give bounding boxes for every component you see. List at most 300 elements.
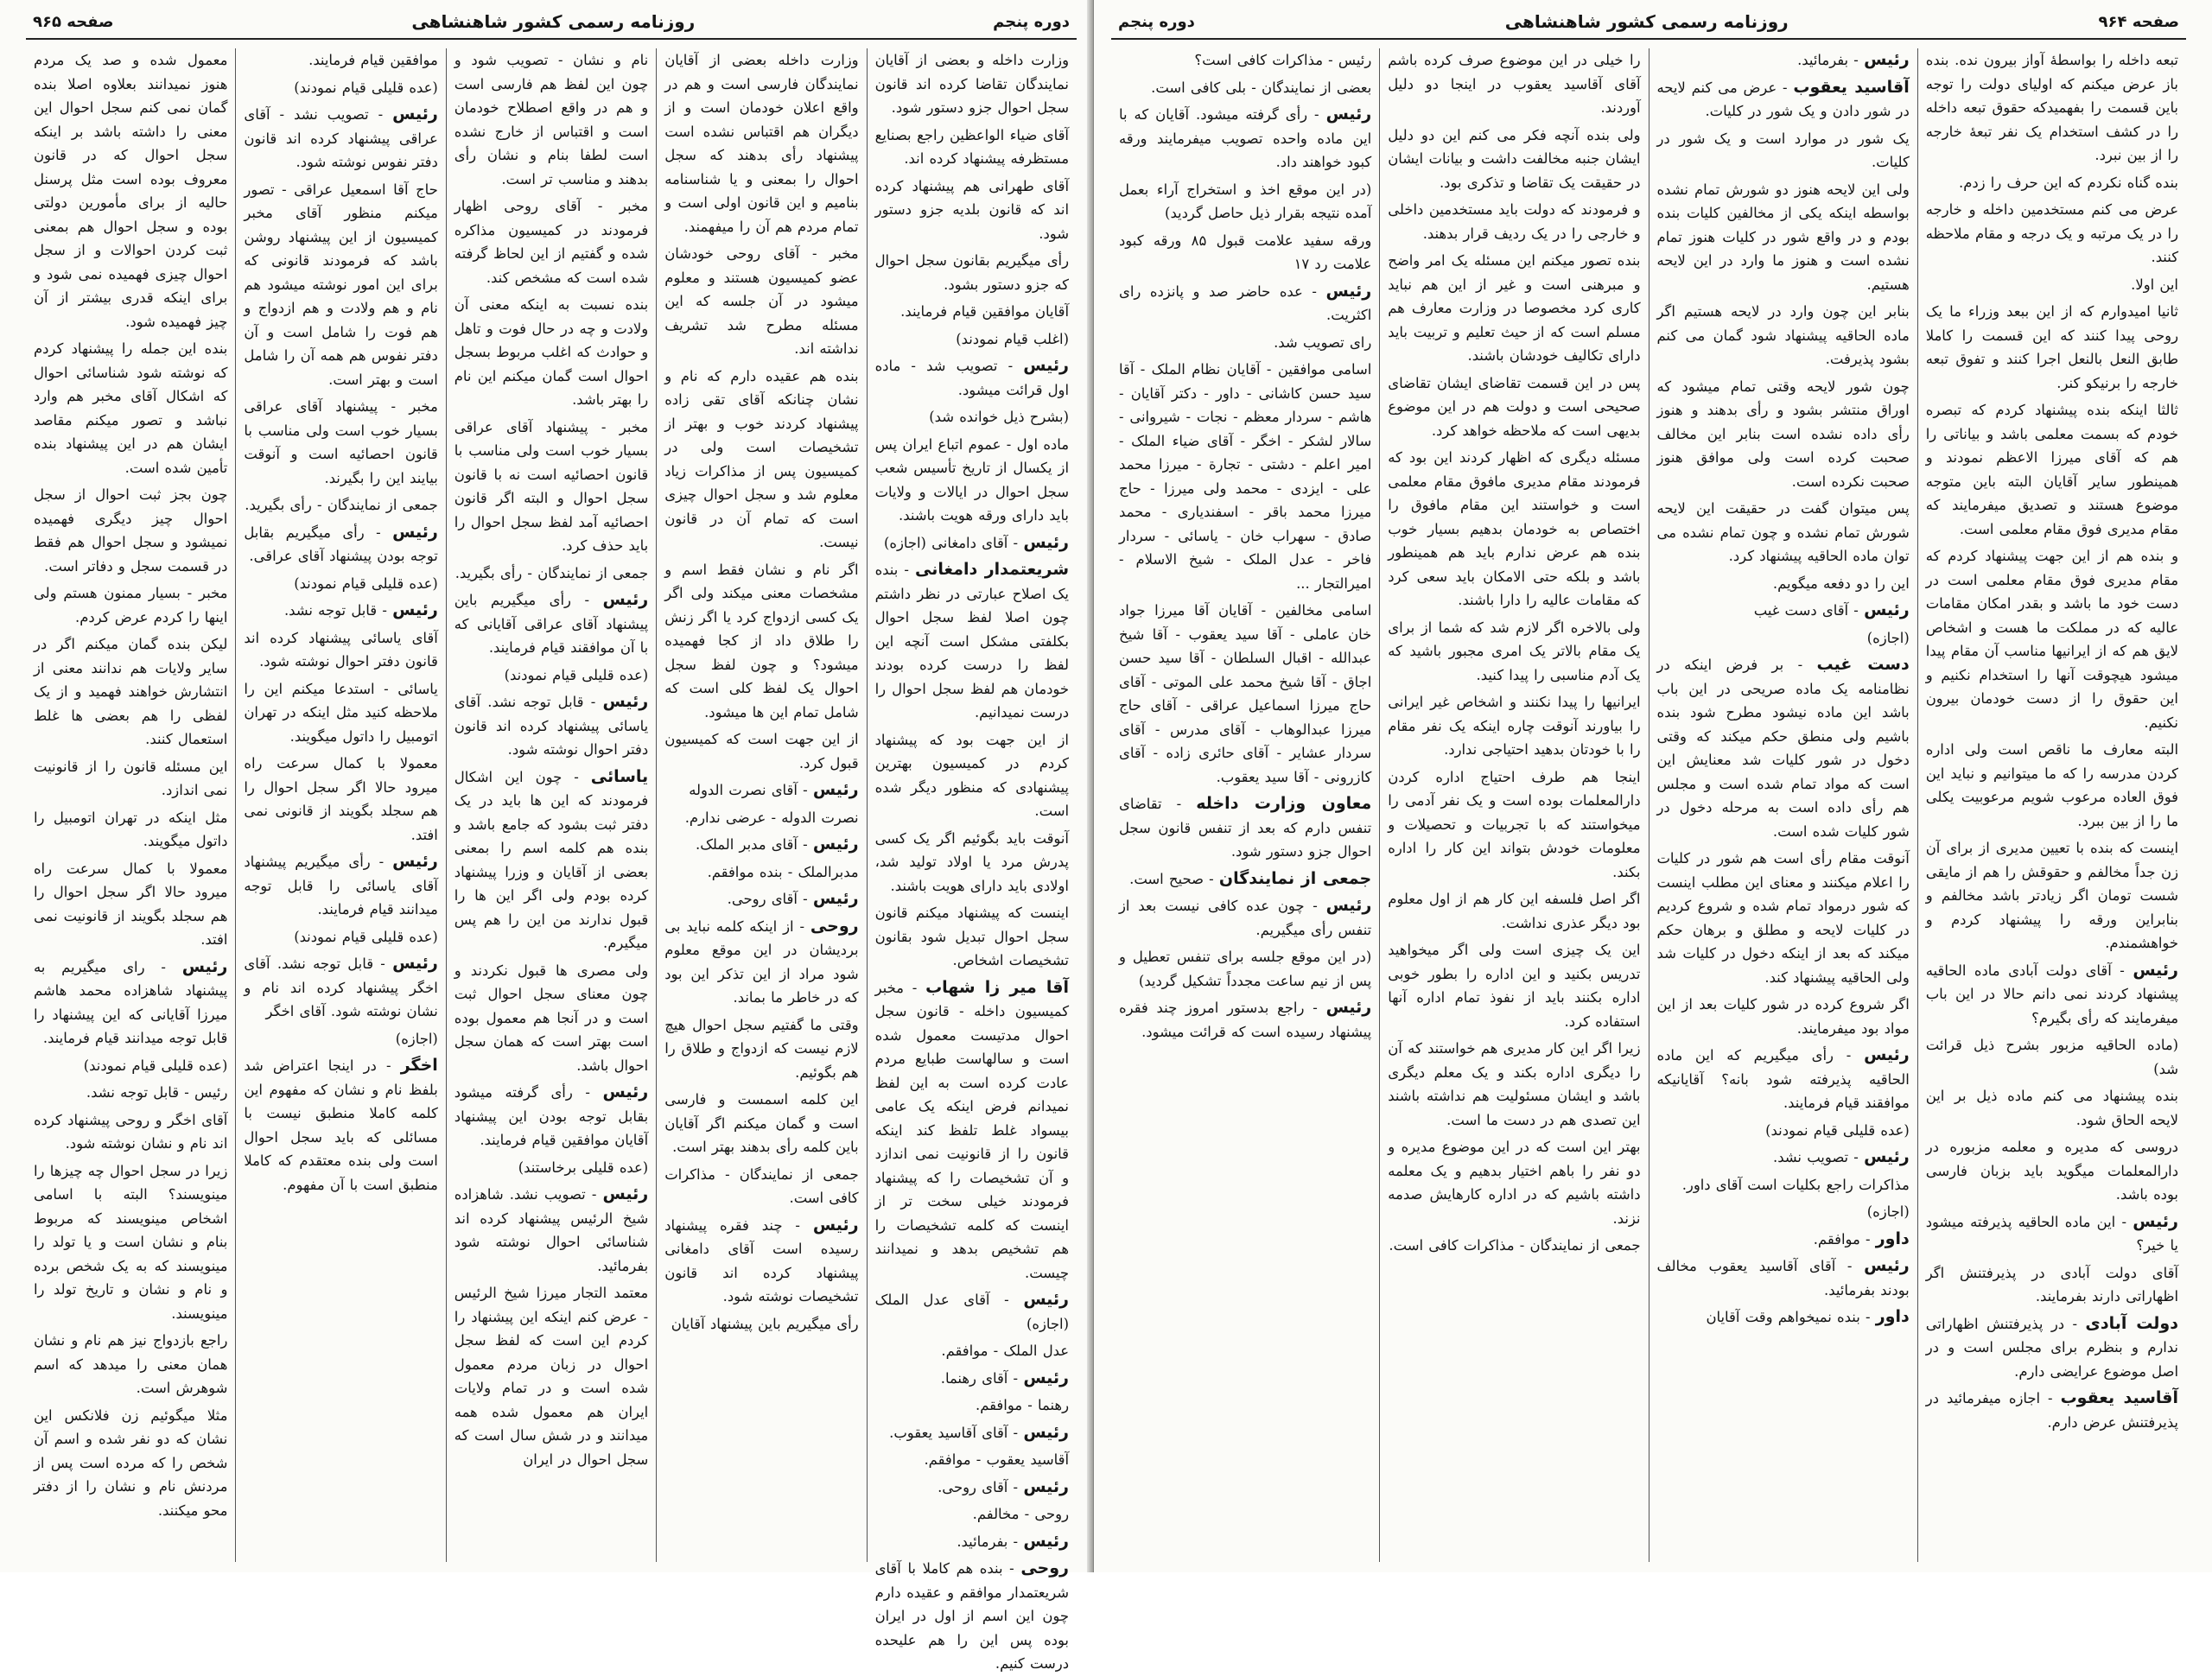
paragraph: [1119, 229, 1371, 276]
paragraph: [244, 925, 437, 949]
speaker-name: آقاسید یعقوب: [1793, 77, 1910, 97]
text-column: [1649, 48, 1917, 1562]
paragraph-text: مخبر - آقای روحی اظهار فرمودند در کمیسیون مذاکره شده و گفتیم از این لحاظ گرفته شده است که مشخص کند.: [454, 198, 649, 286]
paragraph: [875, 433, 1069, 528]
paragraph: [664, 365, 858, 555]
paragraph: روحی - بنده هم کاملا با آقای شریعتمدار موافقم و عقیده دارم چون این اسم از اول در ایران بوده پس این را هم علیحده درست کنیم.: [874, 1559, 1069, 1672]
paragraph: [244, 752, 437, 847]
paragraph: [34, 632, 227, 752]
paragraph: [1657, 178, 1910, 297]
paragraph-text: بنده یک اصلاح عبارتی در نظر داشتم چون اصلا لفظ سجل احوال بکلفتی مشکل است آنچه این لفظ را درست کرده بودند خودمان هم لفظ سجل احوال را درست نمیدانیم.: [874, 562, 1069, 721]
paragraph-text: را خیلی در این موضوع صرف کرده باشم آقای آقاسید یعقوب در اینجا دو دلیل آوردند.: [1388, 52, 1641, 116]
paragraph-text: تصویب شد - ماده اول قرائت میشود.: [874, 358, 1069, 398]
speaker-name: یاسائی: [590, 766, 649, 786]
paragraph-text: مخبر - بسیار ممنون هستم ولی اینها را کردم عرض کردم.: [33, 585, 228, 625]
paragraph-text: (عده قلیلی قیام نمودند): [1765, 1121, 1910, 1139]
paragraph: [1657, 497, 1910, 568]
paragraph: [1119, 599, 1371, 789]
paragraph-text: وزارت داخله بعضی از آقایان نمایندگان فارسی است و هم در واقع اعلان خودمان است و از دیگران هم اقتباس نشده است پیشنهاد رأی بدهند که سجل احوال را بمعنی و یا شناسنامه بنامیم و این قانون اولی است و تمام مردم هم آن را میفهمند.: [664, 52, 859, 235]
paragraph-text: مخبر - پیشنهاد آقای عراقی بسیار خوب است ولی مناسب با قانون احصائیه است نه با قانون سجل احوال و البته اگر قانون احصائیه آمد لفظ سجل احوال را باید حذف کرد.: [454, 418, 649, 554]
right-period: دوره پنجم: [1118, 12, 1195, 31]
paragraph-text: تصویب نشد.: [1772, 1149, 1849, 1165]
paragraph: داور - بنده نمیخواهم وقت آقایان: [1706, 1307, 1910, 1326]
paragraph-text: ایرانیها را پیدا نکنند و اشخاص غیر ایرانی را بیاورند آنوقت چاره اینکه یک نفر مقام را با خودتان بدهید احتیاجی ندارد.: [1388, 694, 1641, 758]
paragraph-text: عرض می کنم لایحه در شور دادن و یک شور در کلیات.: [1656, 79, 1910, 119]
paragraph: رئیس - آقای آقاسید یعقوب.: [889, 1422, 1069, 1442]
paragraph: [1926, 171, 2178, 195]
paragraph: [244, 493, 437, 517]
paragraph-text: ورقه سفید علامت قبول ۸۵ ورقه کبود علامت رد ۱۷: [1119, 232, 1372, 272]
paragraph-text: رأی میگیریم بقابل توجه بودن پیشنهاد آقای عراقی.: [244, 524, 438, 564]
paragraph-text: وقتی ما گفتیم سجل احوال هیچ لازم نیست که ازدواج و طلاق را هم بگوئیم.: [664, 1016, 859, 1081]
paragraph: [1119, 48, 1371, 73]
paragraph-text: و بنده هم از این جهت پیشنهاد کردم که مقام مدیری فوق مقام معلمی است در دست خود ما باشد و بقدر امکان مقامات عالیه که در مملکت ما هست و اشخاص لایق هم که از ایرانیها مناسب آن مقام پیدا میشود هیچوقت آنها را استخدام نکنیم و این حقوق را از دست خودمان بیرون نکنیم.: [1925, 548, 2178, 731]
paragraph-text: حاج آقا اسمعیل عراقی - تصور میکنم منظور آقای مخبر کمیسیون از این پیشنهاد روشن باشد که فرمودند قانونی که برای این امور نوشته میشود هم نام و هم ولادت و هم ازدواج و هم فوت را شامل است و آن دفتر نفوس هم همه آن را شامل است و بهتر است.: [244, 181, 438, 388]
paragraph: [875, 1502, 1069, 1527]
paragraph: رئیس - قابل توجه نشد.: [283, 600, 438, 619]
paragraph: [1388, 124, 1640, 195]
paragraph: رئیس - تصویب نشد. شاهزاده شیخ الرئیس پیشنهاد کرده اند شناسائی احوال نوشته شود بفرمائید.: [454, 1184, 649, 1274]
paragraph-text: (در این موقع اخذ و استخراج آراء بعمل آمده نتیجه بقرار ذیل حاصل گردید): [1119, 181, 1372, 221]
paragraph: [34, 1404, 227, 1523]
speaker-name: رئیس: [1023, 1476, 1069, 1496]
speaker-name: رئیس: [1864, 50, 1910, 69]
paragraph-text: (عده قلیلی قیام نمودند): [504, 666, 649, 683]
paragraph-text: از اینکه کلمه نباید بی بردیشان در این موقع معلوم شود مراد از این تذکر این بود که در خاطر ما بماند.: [664, 917, 859, 1006]
paragraph-text: (اجازه): [1866, 1203, 1910, 1220]
speaker-name: آقاسید یعقوب: [2060, 1388, 2178, 1407]
paragraph: [1926, 836, 2178, 955]
text-column: [656, 48, 866, 1562]
speaker-name: رئیس: [392, 105, 438, 124]
paragraph-text: ولی این لایحه هنوز دو شورش تمام نشده بواسطه اینکه یکی از مخالفین کلیات بنده بودم و در واقع شور در کلیات هنوز تمام نشده است و هنوز ما وارد در این لایحه هستیم.: [1656, 181, 1910, 293]
paragraph-text: (عده قلیلی قیام نمودند): [294, 575, 438, 592]
paragraph-text: جمعی از نمایندگان - مذاکرات کافی است.: [664, 1165, 859, 1206]
paragraph: [1388, 249, 1640, 368]
paragraph: رئیس - تصویب نشد.: [1772, 1147, 1910, 1166]
paragraph-text: آقاسید یعقوب - موافقم.: [924, 1451, 1069, 1468]
paragraph: رئیس - آقای روحی.: [938, 1476, 1069, 1496]
paragraph: [34, 806, 227, 854]
paragraph-text: ماده اول - عموم اتباع ایران پس از یکسال از تاریخ تأسیس شعب سجل احوال در ایالات و ولایات باید دارای ورقه هویت باشند.: [874, 435, 1069, 524]
paragraph: رئیس - بفرمائید.: [957, 1531, 1069, 1551]
paragraph-text: چند فقره پیشنهاد رسیده است آقای دامغانی پیشنهاد کرده اند قانون تشخیصات نوشته شود.: [664, 1216, 859, 1305]
paragraph-text: معمولا با کمال سرعت راه میرود حالا اگر سجل احوال را هم سجلد بگویند از قانونی نمی افتد.: [244, 755, 438, 843]
paragraph-text: آنوقت مقام رأی است هم شور در کلیات را اعلام میکنند و معنای این مطلب اینست که شور درمواد تمام شده و شروع کردیم در کلیات لایحه و مطلق و برهان حکم میکند که بعد از اینکه دخول در کلیات شد ولی الحاقیه پیشنهاد کند.: [1656, 850, 1910, 986]
paragraph: رئیس - رأی میگیریم پیشنهاد آقای یاسائی را قابل توجه میدانند قیام فرمایند.: [244, 852, 438, 917]
paragraph-text: بفرمائید.: [1797, 52, 1849, 68]
paragraph-text: روحی - مخالفم.: [972, 1506, 1069, 1522]
text-column: [235, 48, 445, 1562]
paragraph: [1388, 446, 1640, 613]
paragraph: رئیس - این ماده الحاقیه پذیرفته میشود یا خیر؟: [1925, 1211, 2178, 1254]
paragraph: [664, 860, 858, 885]
paragraph-text: قابل توجه نشد. آقای اخگر پیشنهاد کرده اند نام و نشان نوشته شود. آقای اخگر: [244, 955, 438, 1019]
paragraph: [664, 558, 858, 725]
paragraph: رئیس - آقای آقاسید یعقوب مخالف بودند بفرمائید.: [1656, 1256, 1910, 1298]
paragraph: [1657, 1200, 1910, 1224]
left-period: دوره پنجم: [993, 12, 1070, 31]
speaker-name: داور: [1875, 1307, 1910, 1326]
paragraph-text: این را دو دفعه میگویم.: [1772, 575, 1910, 592]
paragraph: رئیس - آقای دولت آبادی ماده الحاقیه پیشنهاد کردند نمی دانم حالا در این باب میفرمایند که رأی بگیرم؟: [1925, 960, 2178, 1026]
paragraph: [34, 483, 227, 578]
paragraph: [1926, 48, 2178, 168]
paragraph: [1657, 1173, 1910, 1197]
paragraph: رئیس - بفرمائید.: [1797, 50, 1910, 69]
paragraph-text: تصویب نشد - آقای عراقی پیشنهاد کرده اند قانون دفتر نفوس نوشته شود.: [244, 106, 438, 170]
paragraph: [1657, 572, 1910, 596]
paragraph-text: مسئله دیگری که اظهار کردند این بود که فرمودند مقام مدیری مافوق مقام معلمی است و خواستند این مقام مافوق را اختصاص به خودمان بدهیم بسیار خوب بنده هم عرض ندارم باید هم همینطور باشد و بلکه حتی الامکان باید سعی کرد که مقامات عالیه را دارا باشند.: [1388, 449, 1641, 608]
paragraph: [875, 249, 1069, 296]
paragraph-text: رأی میگیریم پیشنهاد آقای یاسائی را قابل توجه میدانند قیام فرمایند.: [244, 854, 438, 917]
paragraph: [34, 1159, 227, 1326]
paragraph: [875, 175, 1069, 246]
paragraph-text: ثانیا امیدوارم که از این ببعد وزراء ما یک روحی پیدا کنند که این قسمت را کاملا طابق النعل بالنعل اجرا کنند و تفوق تبعه خارجه را برنیکو کنر.: [1925, 303, 2178, 391]
paragraph: رئیس - قابل توجه نشد. آقای یاسائی پیشنهاد کرده اند قانون دفتر احوال نوشته شود.: [454, 692, 649, 758]
paragraph-text: جمعی از نمایندگان - رأی بگیرید.: [245, 497, 438, 513]
speaker-name: رئیس: [1864, 1147, 1910, 1166]
paragraph: رئیس - آقای دست غیب: [1753, 600, 1910, 619]
speaker-name: رئیس: [1023, 1368, 1069, 1387]
paragraph: رئیس - آقای عدل الملک (اجازه): [874, 1290, 1069, 1332]
paragraph: اخگر - در اینجا اعتراض شد بلفظ نام و نشان که مفهوم این کلمه کاملا منطبق نیست با مسائلی که باید سجل احوال است ولی بنده معتقدم که کاملا منطبق است با آن مفهوم.: [244, 1056, 438, 1193]
paragraph: رئیس - رأی میگیریم باین پیشنهاد آقای عراقی آقایانی که با آن موافقند قیام فرمایند.: [454, 590, 649, 656]
paragraph: [1926, 300, 2178, 395]
paragraph: رئیس - آقای روحی.: [727, 889, 859, 908]
paragraph-text: (ماده الحاقیه مزبور بشرح ذیل قرائت شد): [1925, 1037, 2178, 1077]
paragraph-text: عده حاضر صد و پانزده رای اکثریت.: [1119, 283, 1372, 323]
paragraph: رئیس - رأی گرفته میشود. آقایان که با این ماده واحده تصویب میفرمایند ورقه کبود خواهند داد.: [1119, 105, 1372, 170]
paragraph: [1388, 690, 1640, 762]
paragraph: [1926, 1261, 2178, 1309]
paragraph-text: و فرمودند که دولت باید مستخدمین داخلی و خارجی را در یک ردیف قرار بدهند.: [1388, 201, 1641, 242]
paragraph-text: اگر نام و نشان فقط اسم و مشخصات معنی میکند ولی اگر یک کسی ازدواج کرد یا اگر زنش را طلاق داد از کجا فهمیده میشود؟ و چون لفظ سجل احوال یک لفظ کلی است که شامل تمام این ها میشود.: [664, 561, 859, 721]
paragraph-text: زیرا در سجل احوال چه چیزها را مینویسند؟ البته با اسامی اشخاص مینویسند که مربوط بنام و نشان است و یا تولد را مینویسند که به یک شخص برده و نام و نشان و تاریخ تولد را مینویسند.: [33, 1162, 228, 1322]
paragraph-text: عرض می کنم مستخدمین داخله و خارجه را در یک مرتبه و یک درجه و مقام ملاحظه کنند.: [1925, 201, 2178, 265]
paragraph-text: آقای یاسائی پیشنهاد کرده اند قانون دفتر احوال نوشته شود.: [244, 629, 438, 670]
paragraph: رئیس - آقای نصرت الدوله: [689, 780, 859, 799]
paragraph-text: ولی مصری ها قبول نکردند و چون معنای سجل احوال ثبت است و در آنجا هم معمول بوده است بهتر است که همان سجل احوال باشد.: [454, 962, 649, 1074]
paragraph-text: قابل توجه نشد. آقای یاسائی پیشنهاد کرده اند قانون دفتر احوال نوشته شود.: [454, 694, 649, 758]
paragraph: [1657, 375, 1910, 494]
paragraph: [875, 827, 1069, 898]
paragraph: رئیس - عده حاضر صد و پانزده رای اکثریت.: [1119, 281, 1372, 323]
paragraph-text: صحیح است.: [1129, 870, 1204, 887]
paragraph: [1119, 331, 1371, 355]
paragraph-text: رأی میگیریم باین پیشنهاد آقای عراقی آقایانی که با آن موافقند قیام فرمایند.: [454, 592, 649, 656]
paragraph-text: بفرمائید.: [957, 1533, 1008, 1550]
paragraph-text: معمول شده و صد یک مردم هنوز نمیدانند بعلاوه اصلا بنده گمان نمی کنم سجل احوال این معنی را داشته باشد بر اینکه سجل احوال که در قانون معروف بوده است مثل پرسنل حالیه از برای مأمورین دولتی بوده و سجل احوال هم بمعنی ثبت کردن احوالات و از سجل احوال چیزی فهمیده نمی شود و برای اینکه قدری بیشتر از آن چیز فهمیده شود.: [33, 52, 228, 330]
paragraph-text: راجع بدستور امروز چند فقره پیشنهاد رسیده است که قرائت میشود.: [1119, 1000, 1372, 1040]
speaker-name: معاون وزارت داخله: [1196, 794, 1372, 813]
speaker-name: رئیس: [602, 590, 649, 609]
speaker-name: جمعی از نمایندگان: [1218, 868, 1372, 888]
paragraph: رئیس - قابل توجه نشد. آقای اخگر پیشنهاد کرده اند نام و نشان نوشته شود. آقای اخگر: [244, 954, 438, 1019]
paragraph-text: این اولا.: [2131, 276, 2178, 293]
paragraph: [244, 395, 437, 490]
paragraph: [454, 1156, 648, 1180]
paragraph: [1657, 993, 1910, 1040]
paragraph: دست غیب - بر فرض اینکه در نظامنامه یک ماده صریحی در این باب باشد این ماده نیشود مطرح شود بنده باشیم ولی منطق حکم میکند که وقتی دخول در شور کلیات شد معنایش این است که مواد تمام شده است و مجلس هم رأی داده است به مرحله دخول در شور کلیات شده است.: [1656, 655, 1910, 840]
paragraph: [34, 581, 227, 629]
paragraph-text: تبعه داخله را بواسطهٔ آواز بیرون نده. بنده باز عرض میکنم که اولیای دولت را توجه باین قسمت را بفهمیدکه حقوق تبعه داخله را در کشف استخدام یک نفر تبعهٔ خارجه را از بین نبرد.: [1925, 52, 2178, 163]
paragraph-text: اجازه میفرمائید در پذیرفتنش عرض دارم.: [1925, 1390, 2178, 1431]
paragraph-text: جمعی از نمایندگان - مذاکرات کافی است.: [1389, 1237, 1641, 1254]
speaker-name: رئیس: [602, 692, 649, 711]
paragraph-text: ثالثا اینکه بنده پیشنهاد کردم که تبصره خودم که بسمت معلمی باشد و بیاناتی را هم که آقای میرزا الاعظم نمودند و همینطور سایر آقایان البته باین متوجه موضوع هستند و تصدیق میفرمایند که مقام مدیری فوق مقام معلمی است.: [1925, 402, 2178, 537]
paragraph: [875, 124, 1069, 171]
right-gazette-title: روزنامه رسمی کشور شاهنشاهی: [1504, 11, 1789, 32]
paragraph-text: رأی میگیریم که این ماده الحاقیه پذیرفته شود بانه؟ آقایانیکه موافقند قیام فرمایند.: [1656, 1047, 1910, 1111]
paragraph: [244, 178, 437, 392]
paragraph: [244, 76, 437, 100]
speaker-name: رئیس: [812, 780, 859, 799]
speaker-name: رئیس: [1325, 896, 1372, 915]
left-gazette-title: روزنامه رسمی کشور شاهنشاهی: [411, 11, 696, 32]
paragraph-text: بنده پیشنهاد می کنم ماده ذیل بر این لایحه الحاق شود.: [1925, 1088, 2178, 1128]
paragraph-text: بنابر این چون وارد در لایحه هستیم اگر ماده الحاقیه پیشنهاد شود گمان می کنم بشود پذیرفت.: [1656, 303, 1910, 367]
paragraph: [34, 857, 227, 952]
paragraph: [1388, 1037, 1640, 1132]
speaker-name: رئیس: [812, 1215, 859, 1235]
left-columns: [26, 48, 1077, 1672]
speaker-name: شریعتمدار دامغانی: [915, 560, 1070, 579]
paragraph-text: (عده قلیلی برخاستند): [518, 1159, 649, 1176]
paragraph: [34, 1329, 227, 1400]
paragraph-text: مثل اینکه در تهران اتومبیل را داتول میگویند.: [33, 809, 228, 849]
paragraph: [1926, 398, 2178, 541]
paragraph: رئیس - راجع بدستور امروز چند فقره پیشنهاد رسیده است که قرائت میشود.: [1119, 998, 1372, 1040]
paragraph-text: آقای دولت آبادی در پذیرفتنش اگر اظهاراتی دارند بفرمایند.: [1925, 1264, 2178, 1305]
paragraph: [1657, 1119, 1910, 1143]
paragraph-text: زیرا اگر این کار مدیری هم خواستند که آن را دیگری اداره بکند و یک معلم دیگری باشد و ایشان مسئولیت هم نداشته باشند این تصدی هم در دست ما است.: [1388, 1040, 1641, 1128]
right-page-number: صفحه ۹۶۴: [2098, 12, 2179, 31]
paragraph-text: مخبر کمیسیون داخله - قانون سجل احوال مدتیست معمول شده است و سالهاست طبایع مردم عادت کرده است به این لفظ نمیدانم فرض اینکه یک عامی بیسواد غلط تلفظ کند اینکه قانون را از قانونیت نمی اندازد و آن تشخیصات را که پیشنهاد فرمودند خیلی سخت تر از اینست که کلمه تشخیصات را هم تشخیص بدهد و نمیدانند چیست.: [874, 979, 1069, 1281]
paragraph-text: اسامی مخالفین - آقایان آقا میرزا جواد خان عاملی - آقا سید یعقوب - آقا شیخ عبدالله - اقبال السلطان - آقا سید حسن اجاق - آقا شیخ محمد علی الموتی - آقای حاج میرزا اسماعیل عراقی - آقای حاج میرزا عبدالوهاب - آقای مدرس - آقای سردار عشایر - آقای حائری زاده - آقای کازرونی - آقا سید یعقوب.: [1119, 602, 1372, 785]
speaker-name: داور: [1875, 1228, 1910, 1248]
paragraph-text: آقای نصرت الدوله: [689, 782, 798, 798]
paragraph: [1388, 1135, 1640, 1230]
paragraph-text: از این جهت است که کمیسیون قبول کرد.: [664, 731, 859, 771]
paragraph: [1657, 127, 1910, 175]
speaker-name: رئیس: [602, 1184, 649, 1203]
paragraph: [664, 1013, 858, 1085]
paragraph: [34, 1054, 227, 1078]
paragraph: [664, 48, 858, 238]
speaker-name: روحی: [810, 916, 859, 936]
paragraph: [34, 1081, 227, 1105]
paragraph-text: اینست که پیشنهاد میکنم قانون سجل احوال تبدیل شود بقانون تشخیصات اشخاص.: [874, 905, 1069, 968]
paragraph-text: مدبرالملک - بنده موافقم.: [707, 863, 859, 880]
speaker-name: رئیس: [392, 600, 438, 619]
paragraph: معاون وزارت داخله - تقاضای تنفس دارم که بعد از تنفس قانون سجل احوال جزو دستور شود.: [1119, 794, 1372, 860]
paragraph: [875, 901, 1069, 973]
paragraph-text: موافقم.: [1813, 1230, 1860, 1247]
paragraph-text: آقای رهنما.: [940, 1369, 1008, 1387]
paragraph-text: چون بجز ثبت احوال از سجل احوال چیز دیگری فهمیده نمیشود و سجل احوال هم فقط در قسمت سجل و دفاتر است.: [33, 486, 228, 575]
paragraph-text: اینست که بنده با تعیین مدیری از برای آن زن جداً مخالفم و حقوقش را هم از مایقی شست تومان اگر زیادتر باشد مخالفم و بنابراین ورقه را پیشنهاد کردم و خواهشمندم.: [1925, 840, 2178, 951]
paragraph-text: آقای طهرانی هم پیشنهاد کرده اند که قانون بلدیه جزو دستور شود.: [874, 177, 1069, 242]
paragraph-text: (اجازه): [1866, 629, 1910, 646]
paragraph-text: اینجا هم طرف احتیاج اداره کردن دارالمعلمات بوده است و یک نفر آدمی را میخواستند که با تجربیات و تحصیلات و معلومات خودش بتواند این کار را اداره بکند.: [1388, 768, 1641, 880]
paragraph-text: بنده تصور میکنم این مسئله یک امر واضح و مبرهنی است و غیر از این هم نباید کاری کرد مخصوصا در وزارت معارف هم مسلم است که از حیث تعلیم و تربیت باید دارای تکالیف خودشان باشند.: [1388, 252, 1641, 364]
paragraph-text: پس میتوان گفت در حقیقت این لایحه شورش تمام نشده و چون تمام نشده می توان ماده الحاقیه پیشنهاد کرد.: [1656, 500, 1910, 564]
speaker-name: رئیس: [181, 956, 228, 976]
paragraph: [244, 677, 437, 749]
paragraph-text: نام و نشان - تصویب شود و چون این لفظ هم فارسی است و هم در واقع اصطلاح خودمان است و اقتباس از خارج نشده است لطفا بنام و نشان رأی بدهند و مناسب تر است.: [454, 52, 649, 187]
paragraph: [1926, 1033, 2178, 1081]
paragraph-text: بنده این جمله را پیشنهاد کردم که نوشته شود شناسائی احوال که اشکال آقای مخبر هم وارد نباشد و تصور میکنم مقاصد ایشان هم در این پیشنهاد بنده تأمین شده است.: [33, 340, 228, 476]
speaker-name: رئیس: [1325, 281, 1372, 301]
paragraph: [454, 194, 648, 289]
paragraph-text: رأی گرفته میشود. آقایان که با این ماده واحده تصویب میفرمایند ورقه کبود خواهند داد.: [1119, 106, 1372, 170]
paragraph-text: مخبر - آقای روحی خودشان عضو کمیسیون هستند و معلوم میشود در آن جلسه که این مسئله مطرح شد تشریف نداشته اند.: [664, 245, 859, 357]
paragraph: [454, 416, 648, 558]
paragraph-text: بنده هم عقیده دارم که نام و نشان چنانکه آقای تقی زاده پیشنهاد کردند خوب و بهتر از تشخیصات است ولی در کمیسیون پس از مذاکرات زیاد معلوم شد و سجل احوال چیزی است که تمام آن در قانون نیست.: [664, 367, 859, 550]
paragraph-text: یاسائی - استدعا میکنم این را ملاحظه کنید مثل اینکه در تهران اتومبیل را داتول میگویند.: [244, 680, 438, 745]
speaker-name: رئیس: [1023, 1290, 1069, 1309]
paragraph: رئیس - آقای رهنما.: [940, 1368, 1069, 1387]
paragraph-text: رئیس - قابل توجه نشد.: [86, 1084, 228, 1101]
paragraph: [454, 1281, 648, 1471]
paragraph-text: چون عده کافی نیست بعد از تنفس رأی میگیریم.: [1119, 898, 1372, 938]
speaker-name: رئیس: [2133, 1211, 2178, 1231]
paragraph-text: (اغلب قیام نمودند): [956, 330, 1069, 347]
paragraph-text: البته معارف ما ناقص است ولی اداره کردن مدرسه را که ما میتوانیم و نباید این فوق العاده مرعوب شویم مرعوبیت یکلی ما را از بین ببرد.: [1925, 741, 2178, 829]
paragraph: داور - موافقم.: [1813, 1228, 1910, 1248]
paragraph-text: معتمد التجار میرزا شیخ الرئیس - عرض کنم اینکه این پیشنهاد را کردم این است که لفظ سجل احوال در زبان مردم معمول شده است و در تمام ولایات ایران هم معمول شده همه میدانند و در شش سال است که سجل احوال در ایران: [454, 1285, 649, 1468]
paragraph: [664, 242, 858, 361]
paragraph: جمعی از نمایندگان - صحیح است.: [1129, 868, 1372, 888]
paragraph-text: اگر شروع کرده در شور کلیات بعد از این مواد بود میفرمایند.: [1656, 996, 1910, 1037]
paragraph-text: عدل الملک - موافقم.: [941, 1343, 1069, 1359]
speaker-name: رئیس: [392, 954, 438, 973]
paragraph: [875, 48, 1069, 120]
paragraph-text: بر فرض اینکه در نظامنامه یک ماده صریحی در این باب باشد این ماده نیشود مطرح شود بنده باشیم ولی منطق حکم میکند که وقتی دخول در شور کلیات شد معنایش این است که مواد تمام شده است و مجلس هم رأی داده است به مرحله دخول در شور کلیات شده است.: [1656, 657, 1910, 840]
paragraph: [1388, 198, 1640, 245]
speaker-name: رئیس: [2133, 960, 2178, 980]
paragraph-text: آقایان موافقین قیام فرمایند.: [900, 303, 1069, 320]
paragraph: [454, 959, 648, 1078]
paragraph: [454, 48, 648, 191]
paragraph-text: از این جهت بود که پیشنهاد کردم در کمیسیون بهترین پیشنهادی که منظور دیگر شده است.: [874, 731, 1069, 819]
paragraph-text: این یک چیزی است ولی اگر میخواهید تدریس بکنید و این اداره را بطور خوبی اداره بکنند باید از نفوذ تمام اداره آنها استفاده کرد.: [1388, 942, 1641, 1030]
paragraph-text: بنده هم کاملا با آقای شریعتمدار موافقم و عقیده دارم چون این اسم از اول در ایران بوده پس این را هم علیحده درست کنیم.: [874, 1560, 1069, 1672]
paragraph: [1926, 1084, 2178, 1132]
paragraph: [244, 1027, 437, 1051]
right-page-header: [1111, 10, 2186, 40]
text-column: [1111, 48, 1379, 1562]
paragraph: [875, 327, 1069, 352]
left-page-header: [26, 10, 1077, 40]
paragraph: [454, 293, 648, 412]
paragraph-text: پس در این قسمت تقاضای ایشان تقاضای صحیحی است و دولت هم در این موضوع بدیهی است که ملاحظه خواهد کرد.: [1388, 374, 1641, 439]
paragraph: رئیس - رأی میگیریم که این ماده الحاقیه پذیرفته شود بانه؟ آقایانیکه موافقند قیام فرمایند.: [1656, 1045, 1910, 1111]
paragraph-text: اگر اصل فلسفه این کار هم از اول معلوم بود دیگر عذری نداشت.: [1388, 891, 1641, 931]
speaker-name: رئیس: [602, 1082, 649, 1101]
paragraph-text: آقای روحی.: [727, 891, 798, 907]
left-page-number: صفحه ۹۶۵: [33, 12, 114, 31]
text-column: [1917, 48, 2186, 1562]
paragraph: [1926, 1135, 2178, 1207]
paragraph: رئیس - تصویب نشد - آقای عراقی پیشنهاد کرده اند قانون دفتر نفوس نوشته شود.: [244, 105, 438, 170]
paragraph: آقا میر زا شهاب - مخبر کمیسیون داخله - قانون سجل احوال مدتیست معمول شده است و سالهاست طبایع مردم عادت کرده است به این لفظ نمیدانم فرض اینکه یک عامی بیسواد غلط تلفظ کند اینکه قانون را از قانونیت نمی اندازد و آن تشخیصات را که پیشنهاد فرمودند خیلی سخت تر از اینست که کلمه تشخیصات را هم تشخیص بدهد و نمیدانند چیست.: [874, 977, 1069, 1281]
paragraph-text: چون شور لایحه وقتی تمام میشود که اوراق منتشر بشود و رأی بدهند و هنوز رأی داده نشده است بنابر این مخالف صحبت کرده است ولی موافق هنوز صحبت نکرده است.: [1656, 378, 1910, 490]
paragraph-text: رأی میگیریم بقانون سجل احوال که جزو دستور بشود.: [874, 252, 1069, 293]
paragraph-text: (عده قلیلی قیام نمودند): [294, 79, 438, 96]
paragraph: [1119, 76, 1371, 100]
paragraph: [664, 727, 858, 775]
paragraph: [34, 48, 227, 333]
paragraph-text: (اجازه): [395, 1030, 438, 1047]
paragraph-text: بنده نسبت به اینکه معنی آن ولادت و چه در حال فوت و تاهل و حوادث که اغلب مربوط بسجل احوال است گمان میکنم این نام را بهتر باشد.: [454, 296, 649, 408]
paragraph-text: رای میگیریم به پیشنهاد شاهزاده محمد هاشم میرزا آقایانی که این پیشنهاد را قابل توجه میدانند قیام فرمایند.: [33, 958, 228, 1046]
paragraph: رئیس - رأی گرفته میشود بقابل توجه بودن این پیشنهاد آقایان موافقین قیام فرمایند.: [454, 1082, 649, 1148]
paragraph: [244, 626, 437, 674]
paragraph-text: تصویب نشد. شاهزاده شیخ الرئیس پیشنهاد کرده اند شناسائی احوال نوشته شود بفرمائید.: [454, 1186, 649, 1274]
paragraph-text: آقای مدبر الملک.: [695, 836, 798, 853]
paragraph-text: آقای آقاسید یعقوب مخالف بودند بفرمائید.: [1656, 1258, 1910, 1298]
paragraph-text: مثلا میگوئیم زن فلانکس این نشان که دو نفر شده و اسم آن شخص را که مرده است پس از مردنش نام و نشان را از دفتر محو میکنند.: [33, 1406, 228, 1519]
left-page: [0, 0, 1094, 1672]
paragraph-text: در اینجا اعتراض شد بلفظ نام و نشان که مفهوم این کلمه کاملا منطبق نیست با مسائلی که باید سجل احوال است ولی بنده معتقدم که کاملا منطبق است با آن مفهوم.: [244, 1057, 438, 1193]
paragraph: [875, 1448, 1069, 1472]
speaker-name: دولت آبادی: [2085, 1313, 2178, 1333]
paragraph: [1657, 847, 1910, 989]
paragraph: رئیس - رای میگیریم به پیشنهاد شاهزاده محمد هاشم میرزا آقایانی که این پیشنهاد را قابل توجه میدانند قیام فرمایند.: [33, 956, 228, 1046]
paragraph: رئیس - رأی میگیریم بقابل توجه بودن پیشنهاد آقای عراقی.: [244, 522, 438, 564]
speaker-name: رئیس: [392, 852, 438, 871]
paragraph-text: (بشرح ذیل خوانده شد): [929, 409, 1069, 425]
paragraph: [875, 405, 1069, 429]
paragraph: [875, 1393, 1069, 1418]
paragraph-text: این مسئله قانون را از قانونیت نمی اندازد.: [33, 758, 228, 798]
paragraph: [875, 300, 1069, 324]
paragraph-text: بنده نمیخواهم وقت آقایان: [1706, 1309, 1860, 1325]
paragraph: [664, 1163, 858, 1210]
paragraph: [1119, 945, 1371, 993]
paragraph: [1657, 626, 1910, 651]
paragraph-text: آقای دامغانی (اجازه): [883, 534, 1008, 551]
speaker-name: روحی: [1020, 1559, 1069, 1578]
paragraph-text: آقای دولت آبادی ماده الحاقیه پیشنهاد کردند نمی دانم حالا در این باب میفرمایند که رأی بگیرم؟: [1925, 962, 2178, 1026]
paragraph: آقاسید یعقوب - اجازه میفرمائید در پذیرفتنش عرض دارم.: [1925, 1388, 2178, 1431]
paragraph: [34, 1108, 227, 1156]
paragraph-text: آقای روحی.: [938, 1478, 1008, 1495]
paragraph: [1388, 48, 1640, 120]
speaker-name: رئیس: [1023, 1531, 1069, 1551]
paragraph-text: آقای آقاسید یعقوب.: [889, 1424, 1008, 1441]
right-page: [1094, 0, 2212, 1572]
paragraph-text: یک شور در موارد است و یک شور در کلیات.: [1656, 130, 1910, 170]
paragraph: [664, 1312, 858, 1336]
paragraph: رئیس - تصویب شد - ماده اول قرائت میشود.: [874, 356, 1069, 398]
paragraph-text: دروسی که مدیره و معلمه مزبوره در دارالمعلمات میگوید باید بزبان فارسی بوده باشد.: [1925, 1139, 2178, 1203]
paragraph-text: در پذیرفتنش اظهاراتی ندارم و بنظرم برای مجلس است و در اصل موضوع عرایضی دارم.: [1925, 1315, 2178, 1380]
paragraph-text: بعضی از نمایندگان - بلی کافی است.: [1151, 79, 1372, 96]
paragraph-text: آقای عدل الملک (اجازه): [874, 1292, 1069, 1332]
paragraph-text: معمولا با کمال سرعت راه میرود حالا اگر سجل احوال را هم سجلد بگویند از قانونیت نمی افتد.: [33, 860, 228, 948]
speaker-name: رئیس: [1864, 1256, 1910, 1275]
paragraph: [34, 337, 227, 479]
speaker-name: رئیس: [812, 889, 859, 908]
paragraph-text: لیکن بنده گمان میکنم اگر در سایر ولایات هم ندانند معنی از انتشارش خواهند فهمید و از یک لفظی را هم بعضی ها غلط استعمال کنند.: [33, 636, 228, 747]
paragraph-text: آقای اخگر و روحی پیشنهاد کرده اند نام و نشان نوشته شود.: [33, 1111, 228, 1152]
paragraph-text: تقاضای تنفس دارم که بعد از تنفس قانون سجل احوال جزو دستور شود.: [1119, 796, 1372, 860]
paragraph: [454, 562, 648, 586]
paragraph: یاسائی - چون این اشکال فرمودند که این ها باید در یک دفتر ثبت بشود که جامع باشد و بنده هم کلمه اسم را بمعنی بعضی از آقایان و وزرا پیشنهاد کرده بودم ولی اگر این ها را قبول ندارند من این را هم پس میگیرم.: [454, 766, 649, 951]
